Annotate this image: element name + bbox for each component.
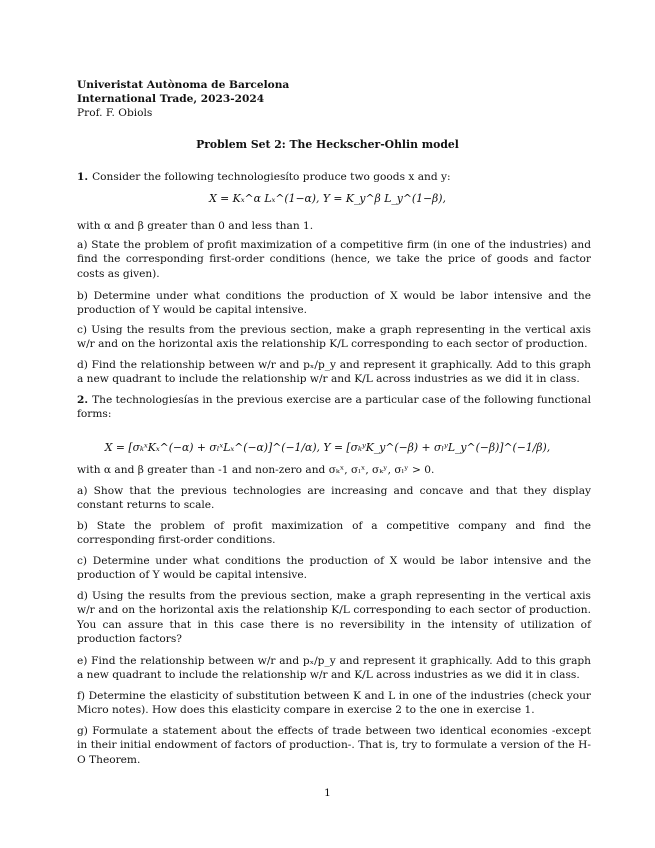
problem1-part-d: d) Find the relationship between w/r and pₓ/p_y and represent it graphically. Add to this graph a new quadrant to include the relationship w/r and K/L across industries as we did it in class. <box>77 359 591 386</box>
problem2-equation: X = [σₖˣKₓ^(−α) + σₗˣLₓ^(−α)]^(−1/α), Y = [σₖʸK_y^(−β) + σₗʸL_y^(−β)]^(−1/β), <box>104 441 551 454</box>
page-number: 1 <box>324 787 331 799</box>
course-name: International Trade, 2023-2024 <box>77 93 265 105</box>
problem1-equation: X = Kₓ^α Lₓ^(1−α), Y = K_y^β L_y^(1−β), <box>209 192 446 205</box>
problem2-part-e: e) Find the relationship between w/r and pₓ/p_y and represent it graphically. Add to this graph a new quadrant to include the relationship w/r and K/L across industries as we did it in class. <box>77 655 591 682</box>
professor-name: Prof. F. Obiols <box>77 107 153 119</box>
problem1-condition: with α and β greater than 0 and less than 1. <box>77 220 314 232</box>
university-name: Univeristat Autònoma de Barcelona <box>77 79 290 91</box>
problem2-condition: with α and β greater than -1 and non-zero and σₖˣ, σₗˣ, σₖʸ, σₗʸ > 0. <box>77 464 435 476</box>
problem1-part-b: b) Determine under what conditions the production of X would be labor intensive and the production of Y would be capital intensive. <box>77 290 591 317</box>
problem2-part-f: f) Determine the elasticity of substitution between K and L in one of the industries (check your Micro notes). How does this elasticity compare in exercise 2 to the one in exercise 1. <box>77 690 591 717</box>
problem2-number: 2. <box>77 394 89 406</box>
problem2-part-a: a) Show that the previous technologies are increasing and concave and that they display constant returns to scale. <box>77 485 591 512</box>
problem2-part-g: g) Formulate a statement about the effects of trade between two identical economies -except in their initial endowment of factors of production-. That is, try to formulate a version of the H-O Theorem. <box>77 725 591 766</box>
page-title: Problem Set 2: The Heckscher-Ohlin model <box>196 138 459 151</box>
problem2-part-b: b) State the problem of profit maximization of a competitive company and find the corresponding first-order conditions. <box>77 520 591 547</box>
problem2-part-c: c) Determine under what conditions the production of X would be labor intensive and the production of Y would be capital intensive. <box>77 555 591 582</box>
problem2-part-d: d) Using the results from the previous section, make a graph representing in the vertical axis w/r and on the horizontal axis the relationship K/L corresponding to each sector of production. You can assure that in this case there is no reversibility in the intensity of utilization of production factors? <box>77 590 591 646</box>
problem1-part-a: a) State the problem of profit maximization of a competitive firm (in one of the industries) and find the corresponding first-order conditions (hence, we take the price of goods and factor costs as given). <box>77 239 591 280</box>
problem1-number: 1. <box>77 171 89 183</box>
problem1-intro: 1. Consider the following technologiesíto produce two goods x and y: <box>77 171 451 183</box>
problem2-intro: 2. The technologiesías in the previous exercise are a particular case of the following functional forms: <box>77 394 591 421</box>
problem1-part-c: c) Using the results from the previous section, make a graph representing in the vertical axis w/r and on the horizontal axis the relationship K/L corresponding to each sector of production. <box>77 324 591 351</box>
